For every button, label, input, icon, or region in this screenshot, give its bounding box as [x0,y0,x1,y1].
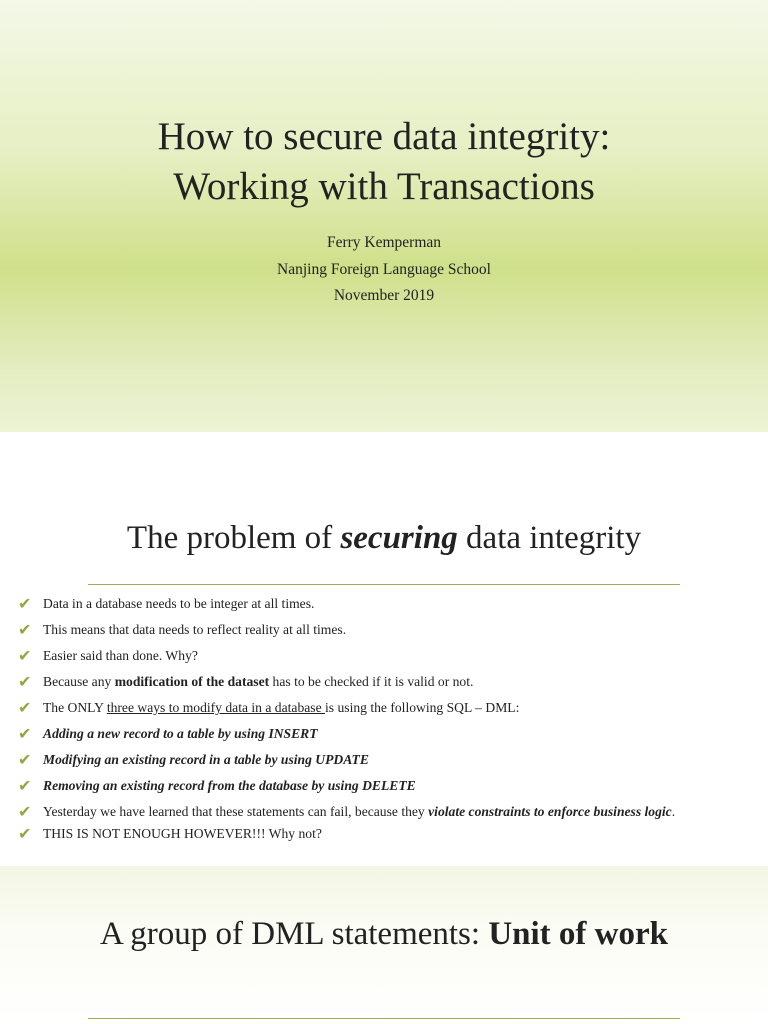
title-line-1: How to secure data integrity: [157,115,611,158]
bullet-text: This means that data needs to reflect reality at all times. [43,622,347,637]
bullet-text: Removing an existing record from the database by using DELETE [43,778,416,793]
checkmark-icon: ✔ [18,824,32,843]
problem-slide [0,432,768,866]
checkmark-icon: ✔ [18,620,32,639]
bullet-text-part: Because any [43,674,115,689]
checkmark-icon: ✔ [18,724,32,743]
title-prefix: The problem of [126,520,341,556]
bullet-text [43,804,675,819]
bullet-text [43,700,519,715]
title-divider [88,1018,680,1019]
bullet-text: Data in a database needs to be integer at all times. [43,596,315,611]
unit-of-work-title [0,912,768,956]
bullet-text-part: The ONLY [43,700,107,715]
bullet-item [18,596,688,612]
bullet-text-part: Yesterday we have learned that these statements can fail, because they [43,804,429,819]
title-bold: Unit of work [488,916,668,952]
bullet-item [18,752,688,768]
bullet-list [18,596,688,852]
checkmark-icon: ✔ [18,646,32,665]
school-name: Nanjing Foreign Language School [277,260,491,278]
title-prefix: A group of DML statements: [100,916,489,952]
bullet-text-part: . [671,804,676,819]
bullet-item [18,826,688,842]
presentation-subtitle [0,230,768,310]
checkmark-icon: ✔ [18,672,32,691]
bullet-text: THIS IS NOT ENOUGH HOWEVER!!! Why not? [43,826,322,841]
title-slide [0,0,768,432]
title-line-2: Working with Transactions [173,165,595,208]
bullet-text-bold-italic: violate constraints to enforce business logic [428,804,672,819]
bullet-item [18,648,688,664]
bullet-item [18,804,688,820]
checkmark-icon: ✔ [18,698,32,717]
author-name: Ferry Kemperman [326,234,442,251]
title-emphasis: securing [340,520,458,556]
bullet-text: Adding a new record to a table by using INSERT [43,726,318,741]
problem-slide-title [0,516,768,560]
bullet-text-underline: three ways to modify data in a database [106,700,326,715]
bullet-text-bold: modification of the dataset [114,674,270,689]
checkmark-icon: ✔ [18,750,32,769]
unit-of-work-slide [0,866,768,1024]
bullet-item [18,778,688,794]
bullet-text: Easier said than done. Why? [43,648,198,663]
bullet-text: Modifying an existing record in a table by using UPDATE [43,752,369,767]
bullet-item [18,622,688,638]
checkmark-icon: ✔ [18,802,32,821]
bullet-text [43,674,473,689]
title-divider [88,584,680,585]
bullet-text-part: is using the following SQL – DML: [325,700,520,715]
checkmark-icon: ✔ [18,776,32,795]
presentation-date: November 2019 [333,287,435,304]
bullet-item [18,726,688,742]
bullet-text-part: has to be checked if it is valid or not. [269,674,474,689]
bullet-item [18,700,688,716]
title-suffix: data integrity [457,520,642,556]
bullet-item [18,674,688,690]
checkmark-icon: ✔ [18,594,32,613]
presentation-title [0,112,768,212]
